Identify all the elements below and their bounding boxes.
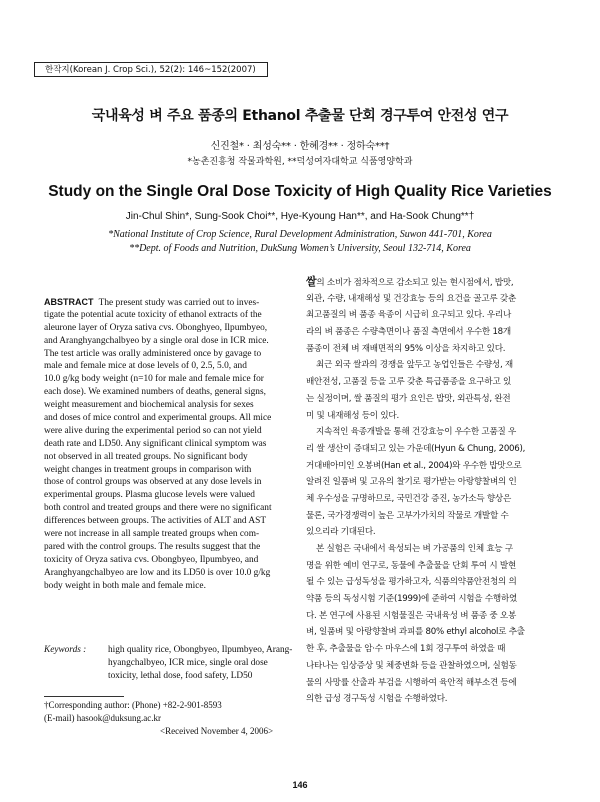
body-line: 외관, 수량, 내재해성 및 건강효능 등의 요건을 골고루 갖춘 [306,293,517,304]
korean-body-text [306,274,564,708]
body-line: 본 실험은 국내에서 육성되는 벼 가공품의 인체 효능 구 [316,544,513,554]
korean-affiliation: *농촌진흥청 작물과학원, **덕성여자대학교 식품영양학과 [187,157,413,167]
english-affiliation-2: **Dept. of Foods and Nutrition, DukSung Women’s University, Seoul 132-714, Korea [129,243,471,254]
abstract-line: and Aranghyangchalbyeo by a single oral dose in ICR mice. [44,335,269,346]
abstract-line: body weight in both male and female mice. [44,580,206,591]
body-line: 지속적인 육종개발을 통해 건강효능이 우수한 고품질 우 [316,427,517,438]
abstract-line: were alive during the experimental period so can not yield [44,425,262,436]
keywords-line: hyangchalbyeo, ICR mice, single oral dose [108,657,268,668]
body-line: 알려진 일품벼 및 고유의 찰기로 평가받는 아랑향찰벼의 인 [306,477,517,488]
body-line: 있으리라 기대된다. [306,527,376,538]
journal-citation-header: 한작지(Korean J. Crop Sci.), 52(2): 146~152(2007) [34,62,268,77]
body-line: 물의 사망률 산출과 부검을 시행하여 육안적 해부소견 등에 [306,677,517,688]
abstract-line: and doses of mice control and experimental groups. All mice [44,413,272,424]
body-line: 의한 급성 경구독성 시험을 수행하였다. [306,694,448,705]
abstract-line: weight changes in treatment groups in comparison with [44,464,252,475]
body-line: 벼, 일품벼 및 아랑향찰벼 과피를 80% ethyl alcohol로 추출 [306,627,525,638]
body-line: 물론, 국가경쟁력이 높은 고부가가치의 작물로 개발할 수 [306,510,509,521]
body-line: 는 실정이며, 쌀 품질의 평가 요인은 밥맛, 외관특성, 완전 [306,393,511,404]
abstract-line: each dose). We examined numbers of deaths, general signs, [44,387,266,398]
body-line: 최근 외국 쌀과의 경쟁을 앞두고 농업인들은 수량성, 재 [316,360,513,371]
abstract-label: ABSTRACT [44,297,94,307]
body-line: 미 및 내재해성 등이 있다. [306,410,399,421]
corresponding-author-footnote: †Corresponding author: (Phone) +82-2-901-8593 [44,700,222,710]
english-affiliation-1: *National Institute of Crop Science, Rural Development Administration, Suwon 441-701, Korea [108,229,492,240]
body-line: 나타나는 임상증상 및 체중변화 등을 관찰하였으며, 실험동 [306,660,517,671]
footnote-divider [44,696,124,697]
body-line: 라의 벼 품종은 수량측면이나 품질 측면에서 우수한 18개 [306,327,511,338]
abstract-body [44,309,290,593]
body-line: 리 쌀 생산이 증대되고 있는 가운데(Hyun & Chung, 2006), [306,443,526,454]
abstract-line: experimental groups. Plasma glucose levels were valued [44,490,255,501]
abstract-line: differences between groups. The activities of ALT and AST [44,516,267,527]
body-line: 한 후, 추출물을 암·수 마우스에 1회 경구투여 하였을 때 [306,644,506,655]
abstract-line: 10.0 g/kg body weight (n=10 for male and female mice for [44,374,264,385]
drop-cap: 쌀 [306,275,317,288]
body-text: 의 소비가 점차적으로 감소되고 있는 현시점에서, 밥맛, [316,278,514,288]
body-line: 명을 위한 예비 연구로, 동물에 추출물을 단회 투여 시 발현 [306,560,517,571]
body-line: 다. 본 연구에 사용된 시험물질은 국내육성 벼 품종 중 오봉 [306,610,517,621]
keywords-line: toxicity, lethal dose, food safety, LD50 [108,670,253,681]
email-footnote: (E-mail) hasook@duksung.ac.kr [44,713,162,723]
abstract-line: those of control groups was observed at any dose levels in [44,477,262,488]
abstract-line: Aranghyangchalbyeo are low and its LD50 is over 10.0 g/kg [44,567,271,578]
body-line: 배안전성, 고품질 등을 고루 갖춘 특급품종을 요구하고 있 [306,377,512,388]
body-line: 거대배아미인 오봉벼(Han et al., 2004)와 우수한 밥맛으로 [306,460,522,471]
body-line: 품종이 전체 벼 재배면적의 95% 이상을 차지하고 있다. [306,343,506,354]
abstract-line: aleurone layer of Oryza sativa cvs. Obonghyeo, Ilpumbyeo, [44,322,268,333]
keywords-line: high quality rice, Obongbyeo, Ilpumbyeo, Arang- [108,645,293,655]
body-line: 될 수 있는 급성독성을 평가하고자, 식품의약품안전청의 의 [306,577,517,588]
body-line: 체 우수성을 규명하므로, 국민건강 증진, 농가소득 향상은 [306,493,512,504]
abstract-line: both control and treated groups and there were no significant [44,503,272,514]
english-title: Study on the Single Oral Dose Toxicity of High Quality Rice Varieties [48,183,552,200]
abstract-line: male and female mice at dose levels of 0, 2.5, 5.0, and [44,361,247,372]
korean-title: 국내육성 벼 주요 품종의 Ethanol 추출물 단회 경구투여 안전성 연구 [91,108,509,124]
korean-authors: 신진철* · 최성숙** · 한혜경** · 정하숙**† [210,141,390,152]
body-paragraphs [306,291,564,708]
abstract-line: weight measurement and biochemical analysis for sexes [44,400,254,411]
english-authors: Jin-Chul Shin*, Sung-Sook Choi**, Hye-Kyoung Han**, and Ha-Sook Chung**† [125,211,475,222]
abstract-line: toxicity of Oryza sativa cvs. Obongbyeo, Ilpumbyeo, and [44,554,259,565]
abstract-line: death rate and LD50. Any significant clinical symptom was [44,438,267,449]
abstract-line: tigate the potential acute toxicity of ethanol extracts of the [44,309,262,320]
abstract-text: The present study was carried out to inves- [98,298,260,308]
body-line: 약품 등의 독성시험 기준(1999)에 준하여 시험을 수행하였 [306,594,518,605]
body-first-line [306,274,564,291]
abstract-line: The test article was orally administered once by gavage to [44,348,262,359]
keywords-label: Keywords : [44,645,87,655]
received-date: <Received November 4, 2006> [160,726,274,736]
abstract-first-line [44,296,290,309]
abstract-section [44,296,290,592]
body-line: 최고품질의 벼 품종 육종이 시급히 요구되고 있다. 우리나 [306,310,512,321]
abstract-line: were not increase in all sample treated groups when com- [44,529,260,540]
abstract-line: pared with the control groups. The results suggest that the [44,541,261,552]
keywords-list [108,644,294,683]
abstract-line: not observed in all treated groups. No significant body [44,451,248,462]
page-number: 146 [292,780,308,790]
